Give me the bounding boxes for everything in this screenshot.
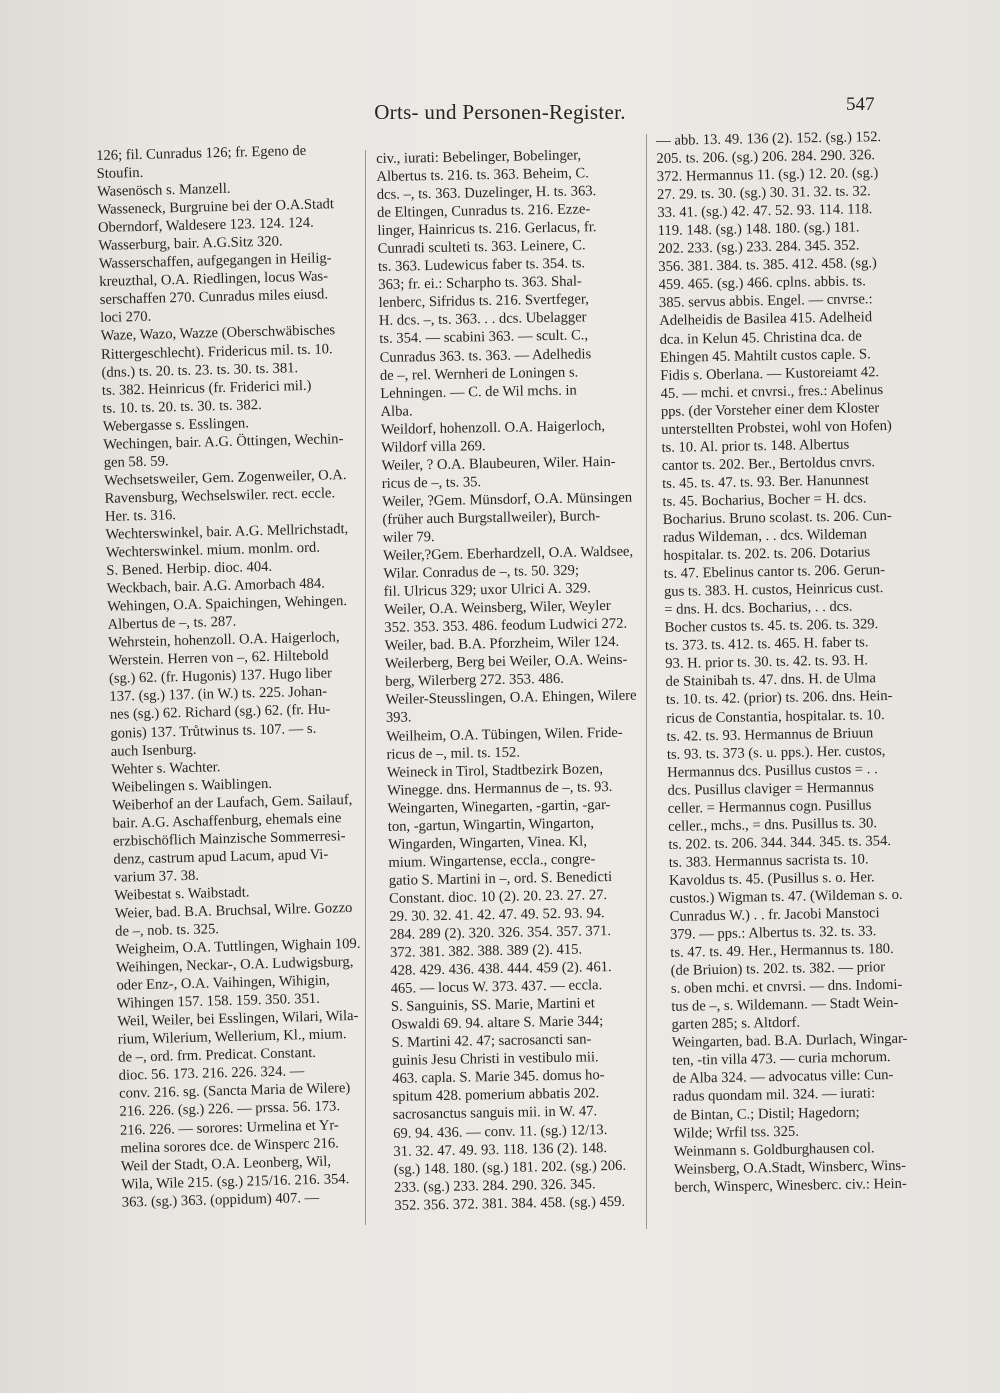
register-line: gus ts. 383. H. custos, Heinricus cust. <box>663 580 884 601</box>
register-line: Oberndorf, Waldesere 123. 124. 124. <box>97 214 314 237</box>
register-line: dcs. –, ts. 363. Duzelinger, H. ts. 363. <box>376 183 597 204</box>
register-line: 379. — pps.: Albertus ts. 32. ts. 33. <box>669 923 877 943</box>
register-line: Ehingen 45. Mahtilt custos caple. S. <box>659 345 871 366</box>
register-line: Webergasse s. Esslingen. <box>102 415 250 435</box>
register-line: nes (sg.) 62. Richard (sg.) 62. (fr. Hu- <box>109 701 331 724</box>
register-line: custos.) Wigman ts. 47. (Wildeman s. o. <box>669 886 903 907</box>
register-line: Weinsberg, O.A.Stadt, Winsberc, Wins- <box>673 1157 907 1178</box>
register-line: Hermannus dcs. Pusillus custos = . . <box>667 760 878 781</box>
register-line: unterstellten Probstei, wohl von Hofen) <box>661 417 892 438</box>
register-line: Wihingen 157. 158. 159. 350. 351. <box>116 990 320 1012</box>
register-column-middle <box>376 145 657 1214</box>
register-line: berch, Winsperc, Winesberc. civ.: Hein- <box>674 1175 907 1196</box>
register-line: Weilheim, O.A. Tübingen, Wilen. Fride- <box>386 724 623 745</box>
register-line: 216. 226. (sg.) 226. — prssa. 56. 173. <box>119 1098 341 1121</box>
register-line: pps. (der Vorsteher einer dem Kloster <box>660 399 880 420</box>
register-line: radus quondam mil. 324. — iurati: <box>672 1085 876 1106</box>
register-line: 233. (sg.) 233. 284. 290. 326. 345. <box>393 1175 596 1196</box>
register-line: Wasenösch s. Manzell. <box>96 180 231 201</box>
register-line: Kavoldus ts. 45. (Pusillus s. o. Her. <box>668 869 875 889</box>
register-line: Adelheidis de Basilea 415. Adelheid <box>659 309 873 330</box>
register-line: Waze, Wazo, Wazze (Oberschwäbisches <box>100 322 336 345</box>
register-line: cantor ts. 202. Ber., Bertoldus cnvrs. <box>661 454 876 474</box>
register-line: Cunradi sculteti ts. 363. Leinere, C. <box>377 237 586 258</box>
register-line: Stoufin. <box>96 164 144 183</box>
register-line: = dns. H. dcs. Bocharius, . . dcs. <box>664 598 853 619</box>
register-line: rium, Wilerium, Wellerium, Kl., mium. <box>117 1026 347 1049</box>
register-line: guinis Jesu Christi in vestibulo mii. <box>391 1049 599 1070</box>
register-line: Wechsetsweiler, Gem. Zogenweiler, O.A. <box>103 466 347 489</box>
register-line: Weiler, bad. B.A. Pforzheim, Wiler 124. <box>384 634 620 655</box>
register-line: denz, castrum apud Lacum, apud Vi- <box>113 846 329 868</box>
register-line: de Alba 324. — advocatus ville: Cun- <box>672 1067 894 1088</box>
register-line: 363. (sg.) 363. (oppidum) 407. — <box>121 1189 320 1211</box>
register-line: mium. Wingartense, eccla., congre- <box>388 851 596 871</box>
register-line: Fidis s. Oberlana. — Kustoreiamt 42. <box>660 363 880 384</box>
register-line: Cunradus 363. ts. 363. — Adelhedis <box>379 345 592 366</box>
register-line: 284. 289 (2). 320. 326. 354. 357. 371. <box>389 923 612 943</box>
register-line: 372. 381. 382. 388. 389 (2). 415. <box>389 941 583 961</box>
register-line: Weil der Stadt, O.A. Leonberg, Wil, <box>120 1153 332 1175</box>
register-line: Albertus de –, ts. 287. <box>107 613 237 634</box>
register-line: 372. Hermannus 11. (sg.) 12. 20. (sg.) <box>656 165 879 186</box>
register-line: Weiler, ?Gem. Münsdorf, O.A. Münsingen <box>382 489 633 510</box>
register-line: 363; fr. ei.: Scharpho ts. 363. Shal- <box>378 273 582 294</box>
register-line: Wingarden, Wingarten, Vinea. Kl, <box>387 833 588 853</box>
register-line: 27. 29. ts. 30. (sg.) 30. 31. 32. ts. 32. <box>656 183 871 204</box>
register-line: Wila, Wile 215. (sg.) 215/16. 216. 354. <box>121 1170 350 1193</box>
register-line: (früher auch Burgstallweiler), Burch- <box>382 508 601 528</box>
register-line: H. dcs. –, ts. 363. . . dcs. Ubelagger <box>378 309 587 330</box>
register-line: gen 58. 59. <box>103 453 169 471</box>
register-line: 459. 465. (sg.) 466. cplns. abbis. ts. <box>658 273 866 294</box>
page-number: 547 <box>846 94 875 115</box>
register-line: 352. 353. 353. 486. feodum Ludwici 272. <box>384 615 628 637</box>
register-line: Bocher custos ts. 45. ts. 206. ts. 329. <box>664 616 879 637</box>
register-line: oder Enz-, O.A. Vaihingen, Wihigin, <box>116 972 330 994</box>
register-line: Weckbach, bair. A.G. Amorbach 484. <box>106 575 326 597</box>
register-line: Winegge. dns. Hermannus de –, ts. 93. <box>387 778 613 799</box>
register-line: 216. 226. — sorores: Urmelina et Yr- <box>119 1116 340 1139</box>
register-line: sacrosanctus sanguis mii. in W. 47. <box>392 1103 598 1124</box>
register-line: Weiler-Steusslingen, O.A. Ehingen, Wilere <box>385 687 637 709</box>
register-line: de Stainibah ts. 47. dns. H. de Ulma <box>665 670 877 691</box>
register-line: Alba. <box>380 403 413 420</box>
register-line: 428. 429. 436. 438. 444. 459 (2). 461. <box>390 959 612 979</box>
register-line: 205. ts. 206. (sg.) 206. 284. 290. 326. <box>656 147 876 168</box>
register-line: dcs. Pusillus claviger = Hermannus <box>667 778 875 799</box>
register-line: 126; fil. Cunradus 126; fr. Egeno de <box>96 142 307 164</box>
register-line: de –, nob. ts. 325. <box>114 921 220 940</box>
register-line: ts. 47. ts. 49. Her., Hermannus ts. 180. <box>670 941 894 961</box>
register-line: — abb. 13. 49. 136 (2). 152. (sg.) 152. <box>656 129 882 149</box>
register-line: Cunradus W.) . . fr. Jacobi Manstoci <box>669 905 880 925</box>
register-line: gonis) 137. Trůtwinus ts. 107. — s. <box>110 720 317 742</box>
register-line: Weilerberg, Berg bei Weiler, O.A. Weins- <box>384 652 628 673</box>
register-line: Werstein. Herren von –, 62. Hiltebold <box>108 647 329 670</box>
register-line: de –, ord. frm. Predicat. Constant. <box>118 1045 317 1067</box>
register-line: Lehningen. — C. de Wil mchs. in <box>380 382 577 402</box>
register-line: ten, -tin villa 473. — curia mchorum. <box>672 1049 891 1070</box>
register-line: auch Isenburg. <box>110 741 197 760</box>
register-line: de –, rel. Wernheri de Loningen s. <box>379 364 579 384</box>
register-line: Albertus ts. 216. ts. 363. Beheim, C. <box>376 165 590 186</box>
register-line: Weinmann s. Goldburghausen col. <box>673 1139 875 1160</box>
register-line: ricus de –, mil. ts. 152. <box>386 744 521 763</box>
register-line: Bocharius. Bruno scolast. ts. 206. Cun- <box>662 507 892 528</box>
register-line: ts. 363. Ludewicus faber ts. 354. ts. <box>377 255 586 276</box>
register-line: 45. — mchi. et cnvrsi., fres.: Abelinus <box>660 381 884 402</box>
register-line: Oswaldi 69. 94. altare S. Marie 344; <box>391 1013 604 1034</box>
register-line: Her. ts. 316. <box>104 507 177 525</box>
register-line: ts. 42. ts. 93. Hermannus de Briuun <box>666 724 874 745</box>
register-line: Weigheim, O.A. Tuttlingen, Wighain 109. <box>115 935 361 958</box>
register-line: spitum 428. pomerium abbatis 202. <box>392 1085 600 1106</box>
page-title: Orts- und Personen-Register. <box>374 100 626 124</box>
register-column-right <box>656 127 945 1196</box>
register-line: 93. H. prior ts. 30. ts. 42. ts. 93. H. <box>665 652 869 673</box>
register-line: conv. 216. sg. (Sancta Maria de Wilere) <box>118 1080 351 1103</box>
register-line: ricus de Constantia, hospitalar. ts. 10. <box>666 706 885 727</box>
register-line: Weiberhof an der Laufach, Gem. Sailauf, <box>111 791 353 814</box>
register-line: Weibelingen s. Waiblingen. <box>111 775 273 796</box>
register-line: 31. 32. 47. 49. 93. 118. 136 (2). 148. <box>393 1139 608 1160</box>
register-column-left <box>96 141 384 1212</box>
register-line: dca. in Kelun 45. Christina dca. de <box>659 327 862 348</box>
register-line: s. oben mchi. et cnvrsi. — dns. Indomi- <box>670 977 903 998</box>
register-line: Weibestat s. Waibstadt. <box>114 884 250 904</box>
register-line: Constant. dioc. 10 (2). 20. 23. 27. 27. <box>388 887 608 907</box>
register-line: 119. 148. (sg.) 148. 180. (sg.) 181. <box>657 219 860 240</box>
register-line: loci 270. <box>99 309 152 327</box>
register-line: Weingarten, bad. B.A. Durlach, Wingar- <box>671 1031 908 1052</box>
register-line: Weiler, ? O.A. Blaubeuren, Wiler. Hain- <box>381 453 616 474</box>
register-line: 465. — locus W. 373. 437. — eccla. <box>390 977 603 998</box>
register-line: melina sorores dce. de Winsperc 216. <box>120 1134 339 1157</box>
register-line: de Bintan, C.; Distil; Hagedorn; <box>673 1104 860 1124</box>
register-line: ts. 10. Al. prior ts. 148. Albertus <box>661 436 850 456</box>
register-line: ts. 10. ts. 42. (prior) ts. 206. dns. Hein- <box>665 688 893 709</box>
register-line: (dns.) ts. 20. ts. 23. ts. 30. ts. 381. <box>101 359 299 381</box>
register-line: tus de –, s. Wildemann. — Stadt Wein- <box>671 995 899 1016</box>
register-line: S. Martini 42. 47; sacrosancti san- <box>391 1031 592 1052</box>
register-line: Ravensburg, Wechselswiler. rect. eccle. <box>104 485 336 507</box>
register-line: civ., iurati: Bebelinger, Bobelinger, <box>376 147 582 167</box>
register-line: de Eltingen, Cunradus ts. 216. Ezze- <box>376 201 591 222</box>
register-line: ts. 354. — scabini 363. — scult. C., <box>379 327 589 348</box>
register-line: dioc. 56. 173. 216. 226. 324. — <box>118 1063 305 1085</box>
register-line: ts. 382. Heinricus (fr. Friderici mil.) <box>101 377 312 399</box>
register-line: ton, -gartun, Wingartin, Wingarton, <box>387 815 595 835</box>
register-line: Wasserburg, bair. A.G.Sitz 320. <box>98 233 283 255</box>
register-line: Wechingen, bair. A.G. Öttingen, Wechin- <box>103 430 344 453</box>
register-line: 137. (sg.) 137. (in W.) ts. 225. Johan- <box>109 683 328 706</box>
register-line: linger, Hainricus ts. 216. Gerlacus, fr. <box>377 219 597 240</box>
register-line: ts. 373. ts. 412. ts. 465. H. faber ts. <box>664 634 869 655</box>
register-line: Weihingen, Neckar-, O.A. Ludwigsburg, <box>115 954 354 976</box>
register-line: 29. 30. 32. 41. 42. 47. 49. 52. 93. 94. <box>389 905 605 925</box>
register-line: Wehrstein, hohenzoll. O.A. Haigerloch, <box>107 629 340 652</box>
register-line: lenberc, Sifridus ts. 216. Svertfeger, <box>378 291 589 312</box>
register-line: Weier, bad. B.A. Bruchsal, Wilre. Gozzo <box>114 899 353 922</box>
register-line: hospitalar. ts. 202. ts. 206. Dotarius <box>663 544 871 565</box>
register-line: S. Sanguinis, SS. Marie, Martini et <box>390 995 595 1016</box>
register-line: Weil, Weiler, bei Esslingen, Wilari, Wila- <box>117 1008 359 1030</box>
register-line: ts. 383. Hermannus sacrista ts. 10. <box>668 851 869 871</box>
register-line: (sg.) 62. (fr. Hugonis) 137. Hugo liber <box>108 665 333 688</box>
register-line: 385. servus abbis. Engel. — cnvrse.: <box>658 291 873 312</box>
register-line: 356. 381. 384. ts. 385. 412. 458. (sg.) <box>658 255 877 276</box>
register-line: kreuzthal, O.A. Riedlingen, locus Was- <box>99 268 329 291</box>
register-line: varium 37. 38. <box>113 867 200 886</box>
register-line: Wilde; Wrfil tss. 325. <box>673 1123 800 1142</box>
register-line: 69. 94. 436. — conv. 11. (sg.) 12/13. <box>393 1121 608 1142</box>
register-line: ts. 45. Bocharius, Bocher = H. dcs. <box>662 490 867 510</box>
register-line: berg, Wilerberg 272. 353. 486. <box>385 671 564 691</box>
register-line: 202. 233. (sg.) 233. 284. 345. 352. <box>657 237 860 258</box>
register-line: celler. = Hermannus cogn. Pusillus <box>667 797 872 817</box>
register-line: Weiler,?Gem. Eberhardzell, O.A. Waldsee, <box>382 543 634 564</box>
register-line: 33. 41. (sg.) 42. 47. 52. 93. 114. 118. <box>657 201 873 222</box>
register-line: Wehter s. Wachter. <box>111 758 221 778</box>
register-line: ts. 45. ts. 47. ts. 93. Ber. Hanunnest <box>662 472 869 492</box>
register-line: bair. A.G. Aschaffenburg, ehemals eine <box>112 809 342 832</box>
register-line: 463. capla. S. Marie 345. domus ho- <box>392 1067 605 1088</box>
register-line: ts. 202. ts. 206. 344. 344. 345. ts. 354. <box>668 832 892 853</box>
register-line: Wildorf villa 269. <box>381 437 486 456</box>
register-line: Weildorf, hohenzoll. O.A. Haigerloch, <box>380 417 606 438</box>
register-line: ts. 47. Ebelinus cantor ts. 206. Gerun- <box>663 562 886 583</box>
register-line: ts. 93. ts. 373 (s. u. pps.). Her. custos, <box>666 742 886 763</box>
register-line: Weineck in Tirol, Stadtbezirk Bozen, <box>386 760 604 781</box>
register-line: wiler 79. <box>382 529 435 546</box>
register-line: Wehingen, O.A. Spaichingen, Wehingen. <box>107 593 348 616</box>
register-line: 352. 356. 372. 381. 384. 458. (sg.) 459. <box>394 1193 626 1214</box>
register-line: Weingarten, Winegarten, -gartin, -gar- <box>387 796 611 817</box>
register-line: Rittergeschlecht). Fridericus mil. ts. 10. <box>100 340 333 363</box>
register-line: (sg.) 148. 180. (sg.) 181. 202. (sg.) 206. <box>393 1157 627 1178</box>
register-line: gatio S. Martini in –, ord. S. Benedicti <box>388 868 613 889</box>
register-line: erzbischöflich Mainzische Sommerresi- <box>112 827 346 850</box>
register-line: serschaffen 270. Cunradus miles eiusd. <box>99 286 329 309</box>
register-line: celler., mchs., = dns. Pusillus ts. 30. <box>667 815 878 835</box>
register-line: 393. <box>385 709 412 727</box>
register-line: Wasseneck, Burgruine bei der O.A.Stadt <box>97 196 335 219</box>
register-line: garten 285; s. Altdorf. <box>671 1014 801 1034</box>
register-line: ts. 10. ts. 20. ts. 30. ts. 382. <box>102 396 262 417</box>
register-line: Weiler, O.A. Weinsberg, Wiler, Weyler <box>383 598 611 619</box>
register-line: ricus de –, ts. 35. <box>381 474 482 492</box>
register-line: Wasserschaffen, aufgegangen in Heilig- <box>98 250 332 273</box>
register-line: (de Briuion) ts. 202. ts. 382. — prior <box>670 959 886 980</box>
register-line: fil. Ulricus 329; uxor Ulrici A. 329. <box>383 580 591 601</box>
register-line: Wechterswinkel. mium. monlm. ord. <box>105 539 321 561</box>
register-line: radus Wildeman, . . dcs. Wildeman <box>662 526 867 546</box>
register-line: Wechterswinkel, bair. A.G. Mellrichstadt, <box>105 520 349 543</box>
register-line: S. Bened. Herbip. dioc. 404. <box>106 558 273 579</box>
register-line: Wilar. Conradus de –, ts. 50. 329; <box>383 562 580 583</box>
